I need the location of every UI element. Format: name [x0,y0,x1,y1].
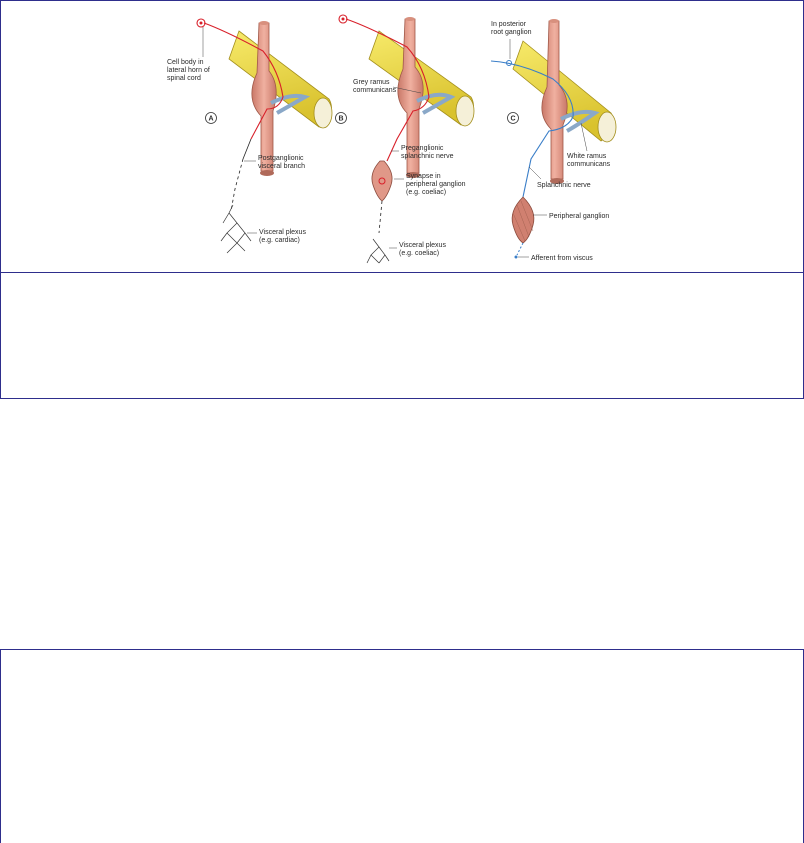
panel-b [336,15,475,263]
label-grey-ramus-2: communicans [353,87,397,94]
label-preganglionic-1: Preganglionic [401,145,444,152]
label-white-ramus-2: communicans [567,161,611,168]
panel-c-letter: C [510,115,516,123]
panel-a-letter: A [208,115,214,123]
label-synapse-3: (e.g. coeliac) [406,189,447,196]
label-peripheral-ganglion: Peripheral ganglion [549,213,610,220]
label-white-ramus-1: White ramus [567,153,607,160]
caption-frame [0,272,804,399]
label-synapse-2: peripheral ganglion [406,181,466,188]
panel-a [167,19,332,253]
label-preganglionic-2: splanchnic nerve [401,153,454,160]
postganglionic-branch-a [243,139,251,159]
label-postganglionic-2: visceral branch [258,163,306,170]
label-postganglionic-1: Postganglionic [258,155,304,162]
figure-frame [0,0,804,273]
afferent-ending-c [515,256,518,259]
visceral-plexus-b [367,239,389,263]
label-visceral-plexus-a-2: (e.g. cardiac) [259,237,300,244]
panel-c [491,19,616,262]
label-visceral-plexus-b-1: Visceral plexus [399,242,446,249]
label-visceral-plexus-a-1: Visceral plexus [259,229,306,236]
label-grey-ramus-1: Grey ramus [353,79,390,86]
label-root-ganglion-1: In posterior [491,21,527,28]
bone-a-end [314,98,332,128]
label-synapse-1: Synapse in [406,173,441,180]
label-root-ganglion-2: root ganglion [491,29,532,36]
autonomic-nerve-diagram [1,1,804,274]
visceral-plexus-a [221,205,251,253]
label-cell-body-3: spinal cord [167,75,201,82]
label-cell-body-1: Cell body in [167,59,204,66]
label-visceral-plexus-b-2: (e.g. coeliac) [399,250,440,257]
vessel-c [542,21,567,179]
label-afferent: Afferent from viscus [531,255,593,262]
panel-b-letter: B [338,115,344,123]
bottom-frame [0,649,804,843]
peripheral-ganglion-b [372,161,392,201]
label-splanchnic: Splanchnic nerve [537,182,591,189]
label-cell-body-2: lateral horn of [167,67,210,74]
